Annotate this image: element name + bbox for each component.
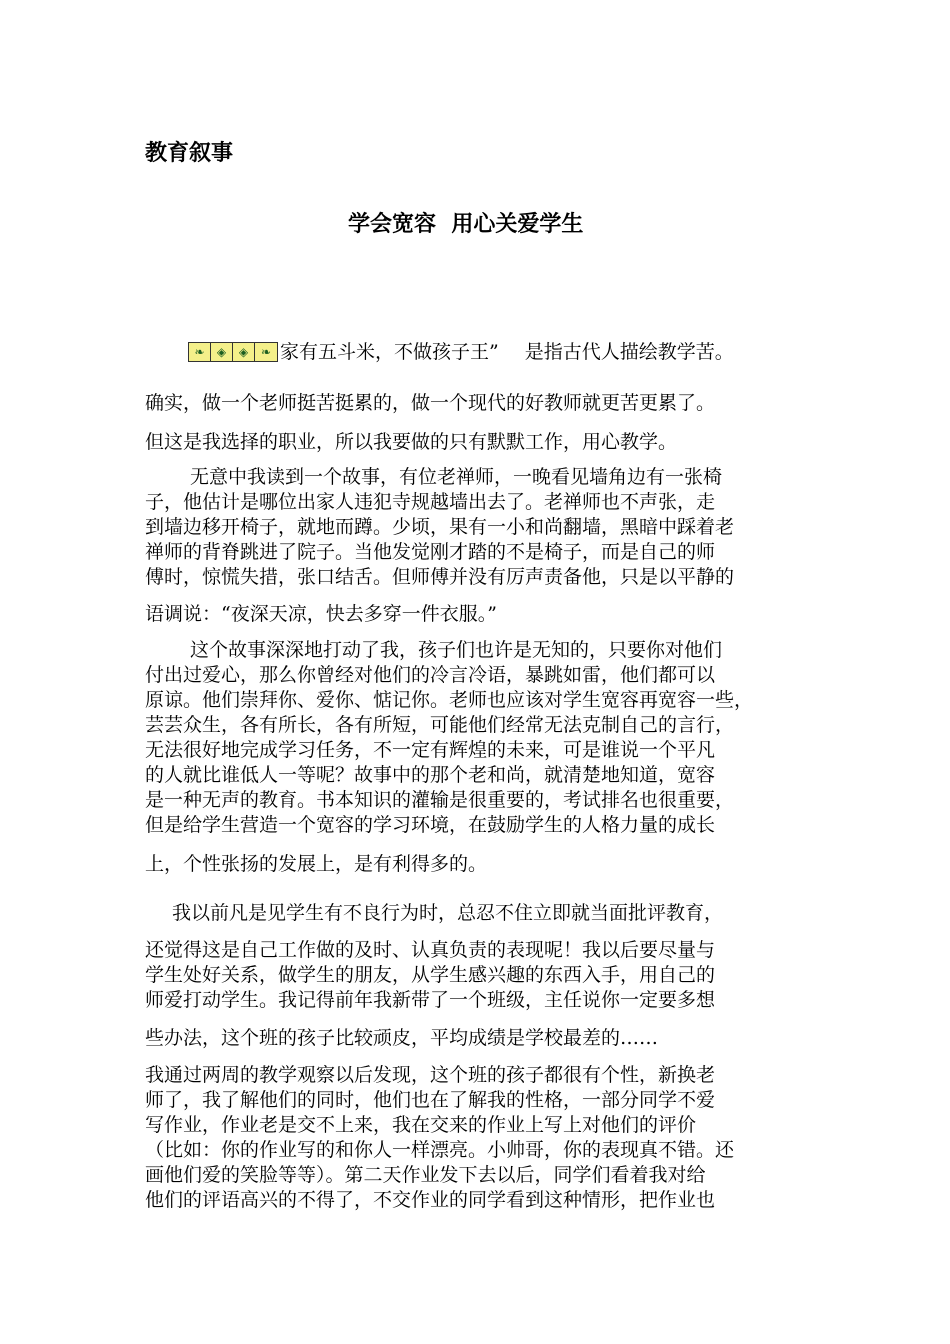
first-line-rest: 是指古代人描绘教学苦。 xyxy=(524,341,734,363)
text-line: 写作业，作业老是交不上来，我在交来的作业上写上对他们的评价 xyxy=(145,1114,697,1136)
diamond-icon: ◈ xyxy=(211,343,233,361)
leaf-icon: ❧ xyxy=(189,343,211,361)
text-line: 原谅。他们崇拜你、爱你、惦记你。老师也应该对学生宽容再宽容一些， xyxy=(145,689,754,711)
document-title: 学会宽容 用心关爱学生 xyxy=(348,212,584,237)
text-line: 确实，做一个老师挺苦挺累的，做一个现代的好教师就更苦更累了。 xyxy=(145,392,716,414)
text-line: 无法很好地完成学习任务，不一定有辉煌的未来，可是谁说一个平凡 xyxy=(145,739,716,761)
document-heading: 教育叙事 xyxy=(145,141,234,166)
text-line: 但这是我选择的职业，所以我要做的只有默默工作，用心教学。 xyxy=(145,431,678,453)
text-line: 禅师的背脊跳进了院子。当他发觉刚才踏的不是椅子，而是自己的师 xyxy=(145,541,716,563)
text-line: 无意中我读到一个故事，有位老禅师，一晚看见墙角边有一张椅 xyxy=(190,466,723,488)
diamond-icon: ◈ xyxy=(233,343,255,361)
text-line: 语调说：“夜深天凉，快去多穿一件衣服。” xyxy=(145,603,497,625)
text-line: 还觉得这是自己工作做的及时、认真负责的表现呢！我以后要尽量与 xyxy=(145,939,716,961)
text-line: 的人就比谁低人一等呢？故事中的那个老和尚，就清楚地知道，宽容 xyxy=(145,764,716,786)
text-line: 傅时，惊慌失措，张口结舌。但师傅并没有厉声责备他，只是以平静的 xyxy=(145,566,735,588)
text-line: 他们的评语高兴的不得了，不交作业的同学看到这种情形，把作业也 xyxy=(145,1189,716,1211)
text-line: 芸芸众生，各有所长，各有所短，可能他们经常无法克制自己的言行， xyxy=(145,714,735,736)
text-line: 上，个性张扬的发展上，是有利得多的。 xyxy=(145,853,488,875)
text-line: 师了，我了解他们的同时，他们也在了解我的性格，一部分同学不爱 xyxy=(145,1089,716,1111)
text-line: 师爱打动学生。我记得前年我新带了一个班级，主任说你一定要多想 xyxy=(145,989,716,1011)
leaf-icon: ❧ xyxy=(255,343,277,361)
symbol-glyph-strip xyxy=(188,342,278,362)
text-line: 付出过爱心，那么你曾经对他们的冷言冷语，暴跳如雷，他们都可以 xyxy=(145,664,716,686)
text-line: 但是给学生营造一个宽容的学习环境，在鼓励学生的人格力量的成长 xyxy=(145,814,716,836)
text-line: （比如：你的作业写的和你人一样漂亮。小帅哥，你的表现真不错。还 xyxy=(145,1139,735,1161)
text-line: 画他们爱的笑脸等等）。第二天作业发下去以后，同学们看着我对给 xyxy=(145,1164,706,1186)
text-line: 我通过两周的教学观察以后发现，这个班的孩子都很有个性，新换老 xyxy=(145,1064,716,1086)
first-line-quote: 家有五斗米，不做孩子王” xyxy=(280,341,499,363)
text-line: 是一种无声的教育。书本知识的灌输是很重要的，考试排名也很重要， xyxy=(145,789,735,811)
text-line: 子，他估计是哪位出家人违犯寺规越墙出去了。老禅师也不声张，走 xyxy=(145,491,716,513)
text-line: 到墙边移开椅子，就地而蹲。少顷，果有一小和尚翻墙，黑暗中踩着老 xyxy=(145,516,735,538)
text-line: 我以前凡是见学生有不良行为时，总忍不住立即就当面批评教育， xyxy=(172,902,724,924)
text-line: 些办法，这个班的孩子比较顽皮，平均成绩是学校最差的…… xyxy=(145,1027,659,1049)
paragraph-first-line xyxy=(188,340,734,364)
text-line: 学生处好关系，做学生的朋友，从学生感兴趣的东西入手，用自己的 xyxy=(145,964,716,986)
text-line: 这个故事深深地打动了我，孩子们也许是无知的，只要你对他们 xyxy=(190,639,723,661)
